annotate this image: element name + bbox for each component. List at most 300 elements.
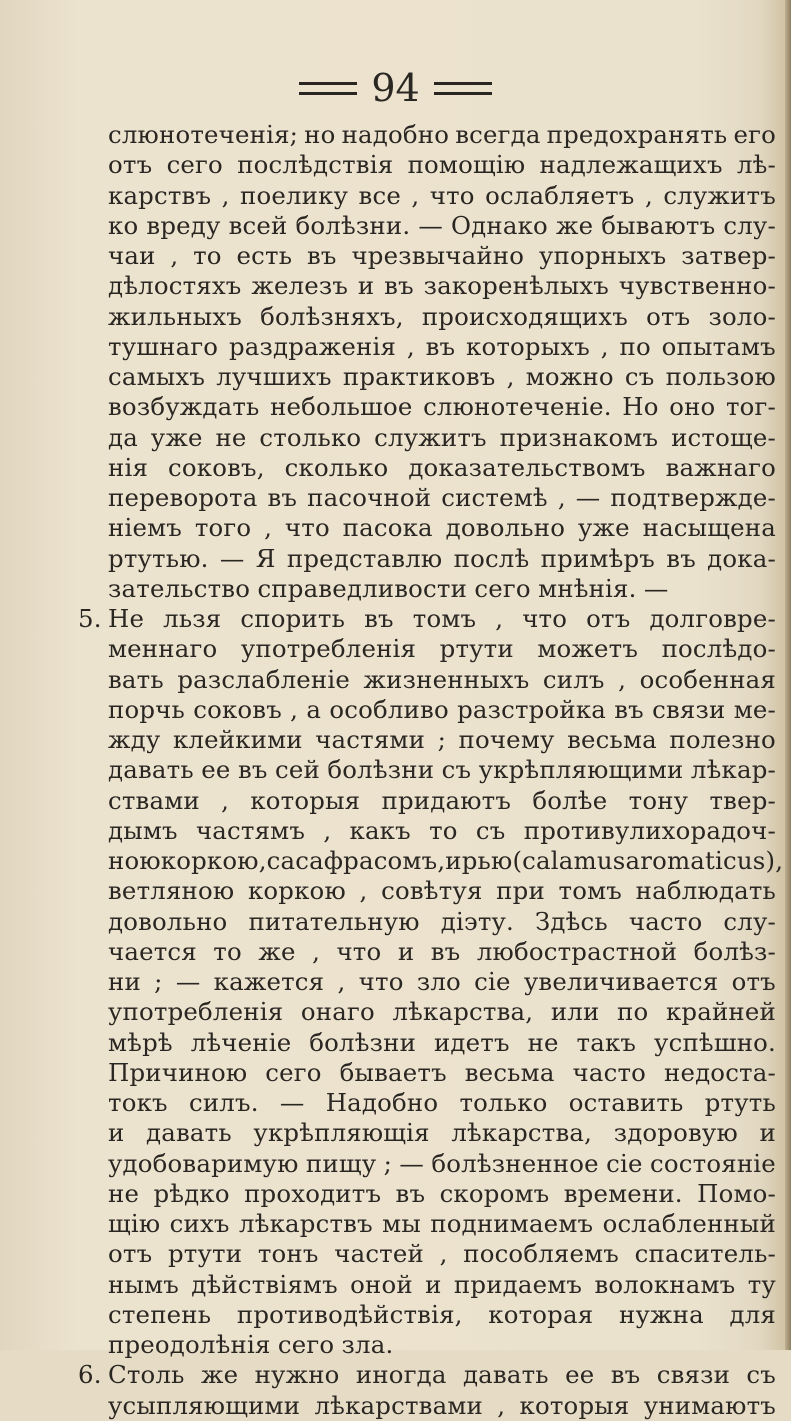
word: льзя (163, 604, 222, 633)
text-line (74, 423, 776, 453)
word: пользою (665, 362, 776, 391)
word: системѣ (441, 483, 548, 512)
word: удобоваримую (108, 1148, 299, 1178)
word: связи (652, 694, 726, 724)
word: здоровую (613, 1118, 738, 1148)
word: жду (108, 725, 161, 754)
word: зательство (108, 573, 251, 603)
word: давать (462, 1360, 549, 1390)
word: да (108, 422, 138, 452)
word: болѣзни (327, 755, 435, 785)
text-line (74, 695, 776, 725)
word: слюнотеченія; (108, 120, 299, 149)
word: доказательствомъ (408, 452, 646, 482)
paragraph-number: 5. (78, 604, 102, 633)
word: сего (277, 1330, 335, 1359)
word: болѣе (532, 785, 608, 815)
word: ослабленный (602, 1209, 776, 1238)
word: надобно (341, 120, 450, 149)
word: поднимаемъ (430, 1209, 594, 1238)
word: сіе (474, 967, 511, 996)
word: ко (108, 210, 139, 240)
word: бываютъ (601, 210, 716, 240)
word: пищу (305, 1148, 377, 1178)
word: Здѣсь (535, 906, 608, 936)
word: — (219, 543, 245, 573)
word: скоромъ (439, 1178, 550, 1208)
word: Причиною (108, 1057, 248, 1087)
word: меннаго (108, 634, 218, 664)
word: сей (275, 755, 320, 785)
word: томъ (558, 876, 623, 906)
text-line (74, 483, 776, 513)
word: золо- (708, 301, 776, 331)
word: что (284, 513, 330, 543)
word: , (337, 967, 346, 996)
text-line (74, 1118, 776, 1148)
text-line (74, 211, 776, 241)
word: карствъ (108, 180, 212, 210)
word: употребленія (240, 634, 417, 664)
word: сего (265, 1057, 322, 1087)
word: оно (669, 392, 716, 422)
word: послѣдо- (661, 634, 776, 664)
word: только (459, 1088, 548, 1117)
word: состояніе (650, 1148, 776, 1178)
word: увеличивается (523, 967, 719, 996)
body-text (74, 120, 784, 1421)
text-line (74, 1179, 776, 1209)
word: опытамъ (661, 331, 776, 361)
word: съ (624, 362, 655, 391)
text-line (74, 665, 776, 695)
word: то (193, 241, 222, 270)
word: важнаго (665, 452, 776, 482)
text-line (74, 544, 776, 574)
word: не (108, 1178, 140, 1208)
word: ветляною (108, 876, 235, 906)
word: противодѣйствія, (236, 1299, 463, 1329)
word: послѣдствія (237, 150, 394, 180)
word: въ (610, 1360, 641, 1390)
word: зла. (341, 1330, 394, 1359)
word: давать (108, 755, 194, 785)
word: столько (259, 422, 362, 452)
word: Столь (108, 1360, 185, 1390)
word: , (439, 1239, 448, 1269)
word: идетъ (433, 1027, 510, 1057)
text-line (74, 1028, 776, 1058)
word: оставить (568, 1088, 684, 1117)
word: насыщена (642, 513, 776, 543)
word: часто (628, 906, 703, 936)
word: въ (425, 331, 456, 361)
word: въ (395, 1178, 426, 1208)
word: упорныхъ (538, 241, 667, 270)
word: которыя (250, 785, 361, 815)
word: , (359, 876, 368, 906)
word: , (312, 936, 321, 966)
word: частями (315, 725, 426, 754)
text-line (74, 574, 776, 604)
word: съ (475, 815, 506, 845)
word: ; (383, 1148, 393, 1178)
word: тонъ (257, 1239, 319, 1269)
word: унимаютъ (643, 1390, 776, 1420)
word: совѣтуя (381, 876, 483, 906)
word: , (600, 331, 609, 361)
word: ирью (445, 846, 513, 875)
word: не (215, 422, 247, 452)
word: зло (416, 967, 461, 996)
word: которая (488, 1299, 594, 1329)
word: — (175, 967, 201, 996)
word: помощію (407, 150, 526, 180)
word: отъ (646, 301, 691, 331)
word: онаго (300, 997, 375, 1027)
word: , (290, 694, 299, 724)
word: употребленія (108, 997, 284, 1027)
text-line (74, 302, 776, 332)
word: ее (565, 1360, 595, 1390)
word: а (306, 694, 322, 724)
word: справедливости (257, 573, 468, 603)
word: съ (441, 755, 472, 785)
word: твер- (709, 785, 776, 815)
word: частей (334, 1239, 424, 1269)
word: — (643, 573, 669, 603)
text-line (74, 1391, 776, 1421)
word: частямъ (195, 815, 306, 845)
word: которыя (519, 1390, 630, 1420)
text-line (74, 846, 784, 876)
word: , (170, 241, 179, 270)
word: — (575, 483, 601, 512)
word: такъ (576, 1027, 637, 1057)
word: степень (108, 1299, 212, 1329)
word: питательную (248, 906, 420, 936)
word: довольно (445, 513, 566, 543)
word: по (617, 997, 649, 1027)
word: примѣръ (540, 543, 656, 573)
word: переворота (108, 483, 258, 512)
word: ее (201, 755, 231, 785)
word: иногда (355, 1360, 447, 1390)
word: дѣйствіямъ (191, 1269, 338, 1299)
word: давать (146, 1118, 232, 1148)
word: тог- (725, 392, 776, 422)
word: оной (350, 1269, 413, 1299)
word: ни (108, 967, 141, 996)
text-line (74, 634, 776, 664)
word: бываетъ (339, 1057, 447, 1087)
word: довольно (108, 906, 228, 936)
text-line (74, 1088, 776, 1118)
text-line (74, 725, 776, 755)
word: лѣ- (736, 150, 776, 180)
text-line (74, 1330, 776, 1360)
text-line (74, 1239, 776, 1269)
text-line (74, 362, 776, 392)
word: Помо- (697, 1178, 776, 1208)
word: часто (572, 1057, 647, 1087)
word: щію (108, 1209, 161, 1238)
word: проходитъ (244, 1178, 382, 1208)
word: , (644, 180, 653, 210)
word: , (495, 604, 504, 633)
word: железъ (251, 271, 349, 301)
word: особенная (639, 664, 776, 694)
word: весьма (567, 725, 657, 754)
text-line (74, 120, 776, 150)
word: нія (108, 452, 149, 482)
word: можетъ (537, 634, 639, 664)
word: самыхъ (108, 362, 206, 391)
text-line (74, 876, 776, 906)
word: всей (228, 210, 288, 240)
word: не (527, 1027, 559, 1057)
word: діэту. (440, 906, 515, 936)
text-line (74, 392, 776, 422)
word: ртути (439, 634, 514, 664)
word: противулихорадоч- (523, 815, 776, 845)
word: дѣлостяхъ (108, 271, 242, 301)
text-line (74, 997, 776, 1027)
paragraph-number: 6. (78, 1360, 102, 1390)
text-line (74, 332, 776, 362)
text-line (74, 1360, 776, 1390)
word: сколько (284, 452, 389, 482)
word: при (496, 876, 545, 906)
word: тушнаго (108, 331, 219, 361)
text-line (74, 604, 776, 634)
word: что (429, 180, 475, 210)
word: сіе (606, 1148, 643, 1178)
text-line (74, 1270, 776, 1300)
word: сего (474, 573, 531, 603)
word: порчь (108, 694, 185, 724)
word: сихъ (169, 1209, 230, 1238)
word: отъ (731, 967, 776, 996)
word: Надобно (325, 1088, 439, 1117)
word: по (619, 331, 651, 361)
word: уже (150, 422, 203, 452)
word: дымъ (108, 815, 178, 845)
word: надлежащихъ (539, 150, 723, 180)
word: и (357, 271, 375, 301)
word: того (194, 513, 252, 543)
word: то (429, 815, 458, 845)
word: ртуть (704, 1088, 776, 1117)
word: отъ (108, 1239, 153, 1269)
word: рѣдко (153, 1178, 230, 1208)
header-rule-left (299, 82, 357, 95)
page-header (0, 64, 791, 112)
word: коркою (160, 846, 259, 875)
word: aromaticus), (625, 846, 784, 875)
word: , (258, 846, 267, 875)
word: Не (108, 604, 145, 633)
word: болѣзни. (295, 210, 411, 240)
text-line (74, 967, 776, 997)
text-line (74, 786, 776, 816)
word: разслабленіе (177, 664, 351, 694)
word: силъ (542, 664, 605, 694)
word: раздраженія (228, 331, 397, 361)
word: чается (108, 936, 197, 966)
word: наблюдать (635, 876, 776, 906)
word: поелику (240, 180, 349, 210)
word: затвер- (681, 241, 776, 270)
word: же (200, 1360, 239, 1390)
word: слу- (723, 210, 776, 240)
word: же (258, 936, 296, 966)
word: Однако (450, 210, 548, 240)
word: укрѣпляющія (253, 1118, 430, 1148)
word: сасафрасомъ, (266, 846, 446, 875)
text-line (74, 1058, 776, 1088)
word: въ (364, 604, 394, 633)
word: жильныхъ (108, 301, 243, 331)
word: вать (108, 664, 164, 694)
word: для (729, 1299, 776, 1329)
word: въ (384, 271, 414, 301)
word: недоста- (664, 1057, 776, 1087)
word: или (550, 997, 600, 1027)
word: истоще- (671, 422, 776, 452)
word: въ (267, 483, 298, 512)
text-line (74, 816, 776, 846)
text-line (74, 271, 776, 301)
word: , (221, 785, 230, 815)
word: и (397, 936, 415, 966)
word: , (618, 664, 627, 694)
word: возбуждать (108, 392, 260, 422)
word: послѣ (453, 543, 530, 573)
word: ртути (167, 1239, 243, 1269)
word: подтвержде- (610, 483, 776, 512)
word: пособляемъ (463, 1239, 620, 1269)
word: , (557, 483, 566, 512)
word: тону (628, 785, 689, 815)
word: въ (614, 694, 644, 724)
word: мы (382, 1209, 421, 1238)
text-line (74, 453, 776, 483)
word: придаемъ (453, 1269, 583, 1299)
header-rule-right (434, 82, 492, 95)
word: — (399, 1148, 425, 1178)
word: мнѣнія. (538, 573, 637, 603)
word: соковъ, (168, 452, 265, 482)
word: токъ (108, 1088, 168, 1117)
word: времени. (563, 1178, 683, 1208)
word: что (336, 936, 382, 966)
word: закоренѣлыхъ (423, 271, 609, 301)
word: въ (237, 755, 268, 785)
word: преодолѣнія (108, 1330, 271, 1359)
word: отъ (108, 150, 153, 180)
word: все (358, 180, 401, 210)
word: пасочной (307, 483, 432, 512)
word: служитъ (663, 180, 776, 210)
word: есть (236, 241, 293, 270)
word: отъ (586, 604, 631, 633)
word: особливо (329, 694, 449, 724)
word: дока- (707, 543, 776, 573)
word: же (555, 210, 594, 240)
word: ослабляетъ (485, 180, 635, 210)
word: чрезвычайно (351, 241, 525, 270)
word: и (108, 1118, 125, 1148)
word: ніемъ (108, 513, 182, 543)
text-line (74, 1209, 776, 1239)
text-line (74, 181, 776, 211)
word: , (323, 815, 332, 845)
word: какъ (349, 815, 411, 845)
word: придаютъ (381, 785, 512, 815)
word: — (279, 1088, 305, 1117)
word: лѣкарства, (392, 997, 534, 1027)
word: нужна (618, 1299, 704, 1329)
word: представлю (286, 543, 443, 573)
word: нужно (254, 1360, 340, 1390)
text-line (74, 241, 776, 271)
word: , (221, 180, 230, 210)
page-number: 94 (371, 66, 420, 110)
word: коркою (247, 876, 346, 906)
word: , (411, 180, 420, 210)
word: ствами (108, 785, 200, 815)
word: кажется (213, 967, 325, 996)
word: болѣзни (309, 1027, 417, 1057)
word: (calamus (512, 846, 626, 875)
word: успѣшно. (654, 1027, 776, 1057)
word: вреду (146, 210, 221, 240)
word: жизненныхъ (363, 664, 530, 694)
word: ; (437, 725, 446, 754)
word: признакомъ (499, 422, 659, 452)
word: въ (306, 241, 337, 270)
text-line (74, 907, 776, 937)
word: лѣченіе (190, 1027, 292, 1057)
text-line (74, 1149, 776, 1179)
word: уже (577, 513, 630, 543)
word: болѣз- (693, 936, 776, 966)
word: съ (746, 1360, 776, 1390)
word: любострастной (476, 936, 678, 966)
word: чаи (108, 241, 156, 270)
word: болѣзняхъ, (260, 301, 404, 331)
word: слу- (723, 906, 776, 936)
text-line (74, 1300, 776, 1330)
word: долговре- (649, 604, 776, 633)
word: волокнамъ (594, 1269, 736, 1299)
word: происходящихъ (421, 301, 628, 331)
word: сего (166, 150, 223, 180)
word: лѣкарствъ (239, 1209, 373, 1238)
text-line (74, 937, 776, 967)
word: , (264, 513, 273, 543)
word: въ (666, 543, 696, 573)
word: — (418, 210, 443, 240)
word: , (506, 362, 515, 391)
word: что (522, 604, 568, 633)
word: ною (108, 846, 161, 875)
word: болѣзненное (431, 1148, 599, 1178)
word: спорить (240, 604, 346, 633)
word: укрѣпляющими (478, 755, 684, 785)
word: усыпляющими (108, 1390, 301, 1420)
